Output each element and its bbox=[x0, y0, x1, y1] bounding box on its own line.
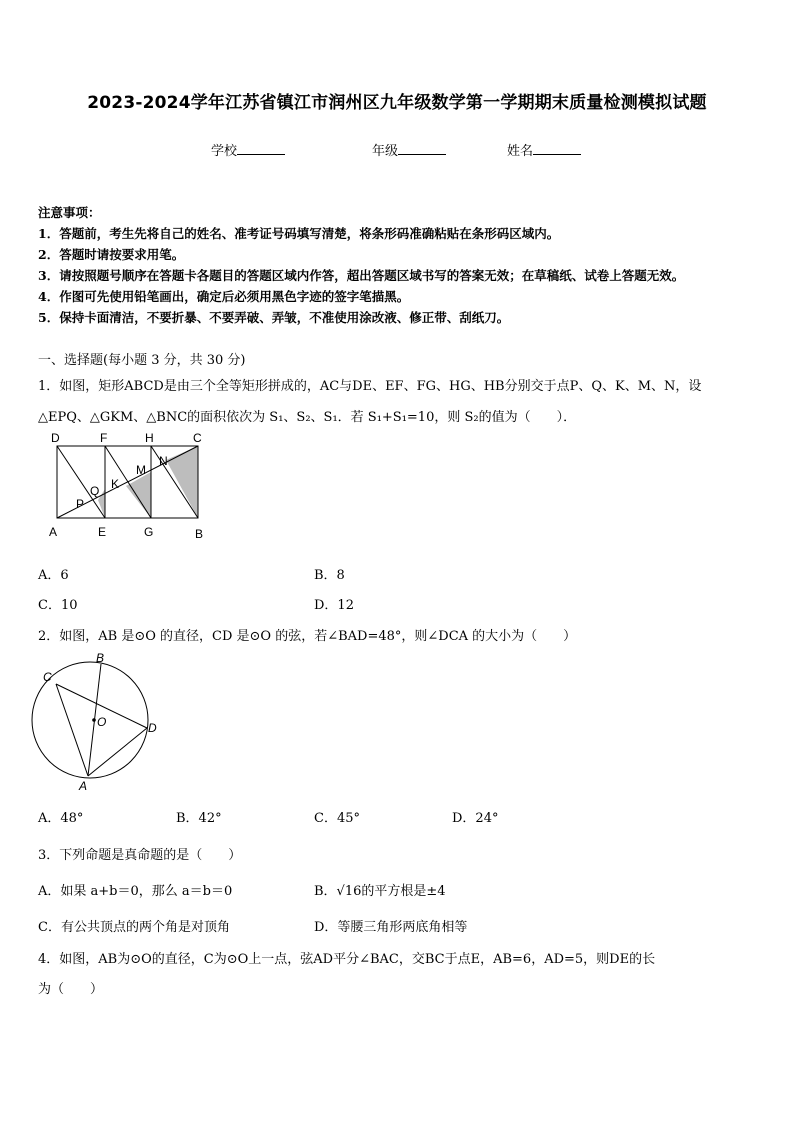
fig-label: A bbox=[49, 525, 58, 539]
q3-option-d[interactable]: D．等腰三角形两底角相等 bbox=[314, 920, 468, 935]
name-blank[interactable] bbox=[533, 142, 581, 155]
fig-label: F bbox=[100, 431, 108, 445]
school-label: 学校 bbox=[211, 144, 238, 159]
q1-stem-line1: 1．如图，矩形ABCD是由三个全等矩形拼成的，AC与DE、EF、FG、HG、HB分别交于点P、Q、K、M、N，设 bbox=[38, 379, 702, 394]
fig-label: B bbox=[96, 651, 105, 665]
q2-option-c[interactable]: C．45° bbox=[314, 811, 360, 826]
q1-option-c[interactable]: C．10 bbox=[38, 598, 78, 613]
q1-rectangle-figure bbox=[40, 428, 220, 546]
triangle-bnc bbox=[166, 446, 198, 518]
notice-heading: 注意事项： bbox=[38, 205, 101, 220]
triangle-gkm bbox=[126, 472, 151, 518]
q3-option-c[interactable]: C．有公共顶点的两个角是对顶角 bbox=[38, 920, 230, 935]
q1-option-a[interactable]: A．6 bbox=[38, 568, 69, 583]
notice-item: 3．请按照题号顺序在答题卡各题目的答题区域内作答，超出答题区域书写的答案无效；在草稿纸、试卷上答题无效。 bbox=[38, 268, 685, 283]
grade-field[interactable] bbox=[372, 140, 446, 159]
fig-label: H bbox=[145, 431, 154, 445]
fig-label: P bbox=[76, 497, 85, 511]
q4-stem-line2: 为（ ） bbox=[38, 982, 104, 997]
notice-item: 4．作图可先使用铅笔画出，确定后必须用黑色字迹的签字笔描黑。 bbox=[38, 289, 410, 304]
notice-item: 1．答题前，考生先将自己的姓名、准考证号码填写清楚，将条形码准确粘贴在条形码区域内。 bbox=[38, 226, 560, 241]
fig-label: K bbox=[111, 477, 120, 491]
fig-label: C bbox=[193, 431, 202, 445]
center-point bbox=[92, 718, 96, 722]
school-blank[interactable] bbox=[237, 142, 285, 155]
section-heading: 一、选择题(每小题 3 分，共 30 分) bbox=[38, 353, 246, 368]
q2-option-b[interactable]: B．42° bbox=[176, 811, 222, 826]
fig-label: A bbox=[79, 779, 88, 792]
fig-label: D bbox=[51, 431, 60, 445]
q3-stem: 3．下列命题是真命题的是（ ） bbox=[38, 848, 242, 863]
fig-label: N bbox=[159, 454, 168, 468]
fig-label: B bbox=[195, 527, 204, 541]
q4-stem-line1: 4．如图，AB为⊙O的直径，C为⊙O上一点，弦AD平分∠BAC，交BC于点E，AB=6，AD=5，则DE的长 bbox=[38, 952, 656, 967]
q2-option-d[interactable]: D．24° bbox=[452, 811, 499, 826]
fig-label: M bbox=[136, 463, 146, 477]
q3-option-a[interactable]: A．如果 a+b＝0，那么 a＝b＝0 bbox=[38, 884, 233, 899]
q3-option-b[interactable]: B．√16的平方根是±4 bbox=[314, 884, 446, 899]
grade-blank[interactable] bbox=[398, 142, 446, 155]
name-label: 姓名 bbox=[507, 144, 534, 159]
fig-label: Q bbox=[90, 484, 100, 498]
notice-item: 5．保持卡面清洁，不要折暴、不要弄破、弄皱，不准使用涂改液、修正带、刮纸刀。 bbox=[38, 310, 510, 325]
school-field[interactable] bbox=[211, 140, 285, 159]
q1-stem-line2: △EPQ、△GKM、△BNC的面积依次为 S₁、S₂、S₁．若 S₁+S₁=10，则 S₂的值为（ ）． bbox=[38, 410, 577, 425]
chord-ca bbox=[56, 684, 88, 776]
fig-label: E bbox=[98, 525, 107, 539]
notice-item: 2．答题时请按要求用笔。 bbox=[38, 247, 185, 262]
page-title: 2023-2024学年江苏省镇江市润州区九年级数学第一学期期末质量检测模拟试题 bbox=[87, 93, 707, 113]
fig-label: D bbox=[148, 721, 157, 735]
q1-option-b[interactable]: B．8 bbox=[314, 568, 345, 583]
grade-label: 年级 bbox=[372, 144, 399, 159]
q2-circle-figure bbox=[30, 650, 170, 792]
fig-label: G bbox=[144, 525, 154, 539]
q2-stem: 2．如图，AB 是⊙O 的直径，CD 是⊙O 的弦，若∠BAD=48°，则∠DCA 的大小为（ ） bbox=[38, 629, 577, 644]
q2-option-a[interactable]: A．48° bbox=[38, 811, 84, 826]
q1-option-d[interactable]: D．12 bbox=[314, 598, 354, 613]
fig-label: O bbox=[97, 715, 107, 729]
fig-label: C bbox=[43, 670, 52, 684]
name-field[interactable] bbox=[507, 140, 581, 159]
